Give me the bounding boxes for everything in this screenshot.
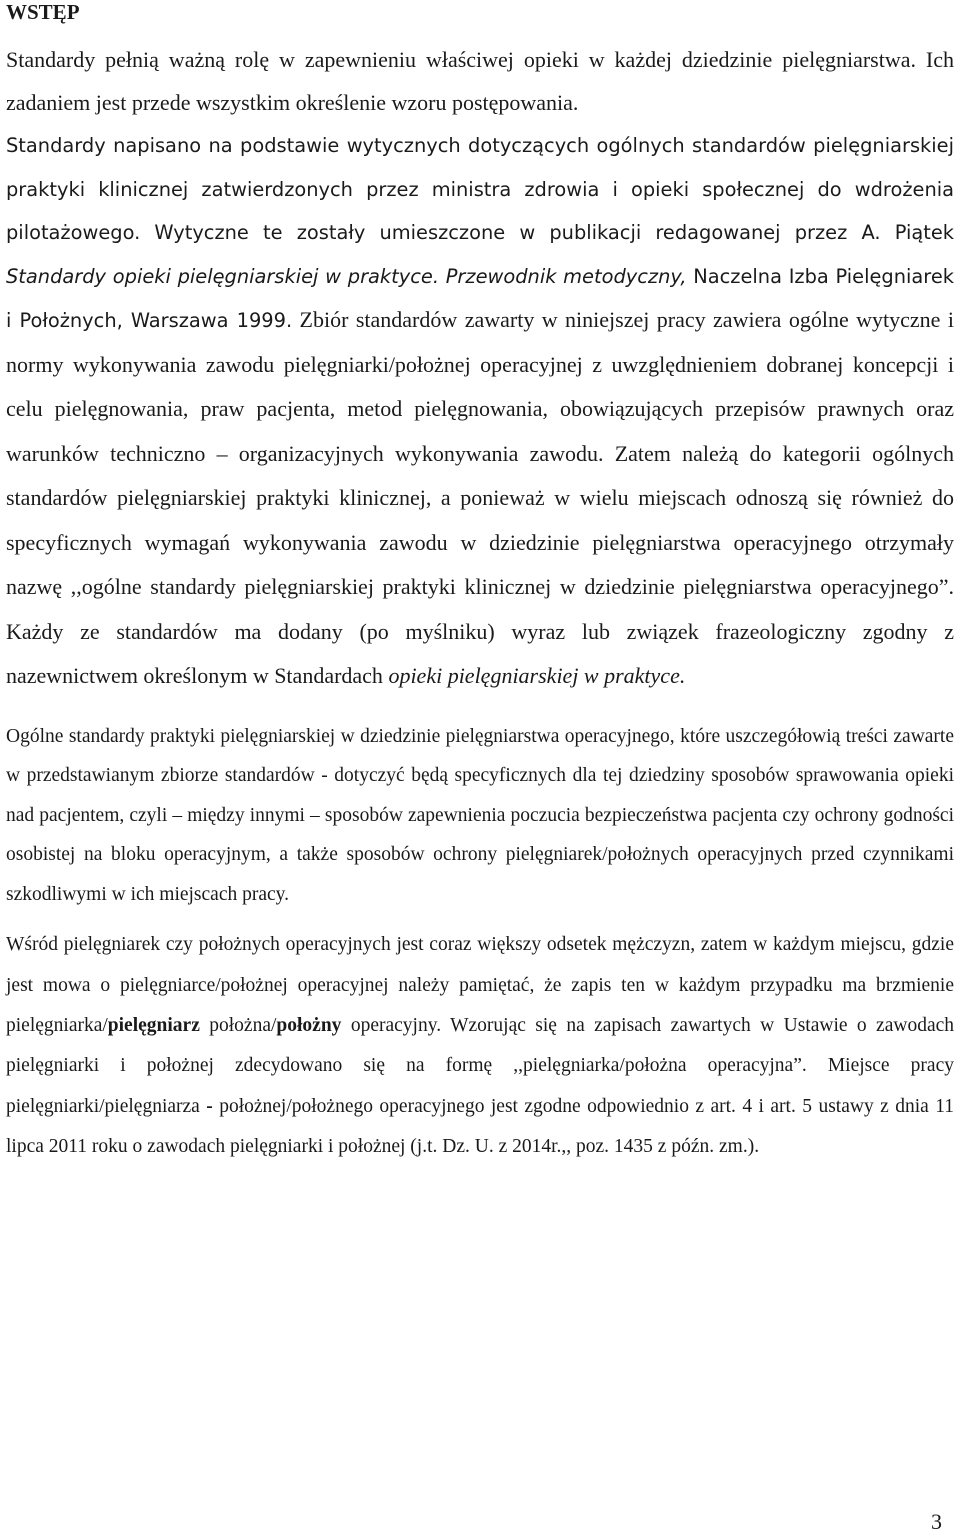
bold-dash: -: [206, 1095, 213, 1117]
paragraph-text: Standardy napisano na podstawie wytycznych dotyczących ogólnych standardów pielęgniarskiej praktyki klinicznej zatwierdzonych przez ministra zdrowia i opieki społecznej do wdrożenia pilotażowego. Wytyczne te zostały umieszczone w publikacji redagowanej przez A. Piątek: [6, 134, 954, 244]
paragraph-text: Zbiór standardów zawarty w niniejszej pracy zawiera ogólne wytyczne i normy wykonywania zawodu pielęgniarki/położnej operacyjnej z uwzględnieniem dobranej koncepcji i celu pielęgnowania, praw pacjenta, metod pielęgnowania, obowiązujących przepisów prawnych oraz warunków techniczno – organizacyjnych wykonywania zawodu. Zatem należą do kategorii ogólnych standardów pielęgniarskiej praktyki klinicznej, a ponieważ w wielu miejscach odnoszą się również do specyficznych wymagań wykonywania zawodu w dziedzinie pielęgniarstwa operacyjnego otrzymały nazwę ,,ogólne standardy pielęgniarskiej praktyki klinicznej w dziedzinie pielęgniarstwa operacyjnego”. Każdy ze standardów ma dodany (po myślniku) wyraz lub związek frazeologiczny zgodny z nazewnictwem określonym w Standardach: [6, 307, 954, 688]
section-heading: WSTĘP: [6, 0, 80, 24]
publication-title: Standardy opieki pielęgniarskiej w praktyce. Przewodnik metodyczny,: [6, 264, 687, 288]
bold-term: pielęgniarz: [107, 1015, 200, 1037]
paragraph-text: Wśród pielęgniarek czy położnych operacyjnych jest coraz większy odsetek mężczyzn, zatem w każdym miejscu, gdzie jest mowa o pielęgniarce/położnej operacyjnej należy pamiętać, że zapis ten w każdym przypadku ma brzmienie pielęgniarka/: [6, 934, 954, 1037]
paragraph-text: położnej/położnego operacyjnego jest zgodne odpowiednio z art. 4 i art. 5 ustawy z dnia 11 lipca 2011 roku o zawodach pielęgniarki i położnej (j.t. Dz. U. z 2014r.,, poz. 1435 z późn. zm.).: [6, 1095, 954, 1157]
publication-details: Naczelna Izba Pielęgniarek i Położnych, Warszawa 1999.: [6, 264, 954, 332]
paragraph-general-standards: Ogólne standardy praktyki pielęgniarskiej w dziedzinie pielęgniarstwa operacyjnego, które uszczegółowią treści zawarte w przedstawianym zbiorze standardów - dotyczyć będą specyficznych dla tej dziedziny sposobów sprawowania opieki nad pacjentem, czyli – między innymi – sposobów zapewnienia poczucia bezpieczeństwa pacjenta czy ochrony godności osobistej na bloku operacyjnym, a także sposobów ochrony pielęgniarek/położnych operacyjnych przed czynnikami szkodliwymi w ich miejscach pracy.: [6, 725, 954, 905]
bold-term: położny: [276, 1015, 342, 1037]
paragraph-standards-basis: [6, 124, 954, 699]
paragraph-terminology: [6, 925, 954, 1167]
publication-title-short: opieki pielęgniarskiej w praktyce.: [388, 663, 686, 688]
page-content: [6, 0, 954, 1167]
page-number: 3: [931, 1509, 942, 1534]
paragraph-text: operacyjny. Wzorując się na zapisach zawartych w Ustawie o zawodach pielęgniarki i położnej zdecydowano się na formę ,,pielęgniarka/położna operacyjna”. Miejsce pracy pielęgniarki/pielęgniarza: [6, 1015, 954, 1117]
paragraph-text: położna/: [199, 1015, 277, 1037]
paragraph-intro: Standardy pełnią ważną rolę w zapewnieniu właściwej opieki w każdej dziedzinie pielęgniarstwa. Ich zadaniem jest przede wszystkim określenie wzoru postępowania.: [6, 47, 954, 115]
